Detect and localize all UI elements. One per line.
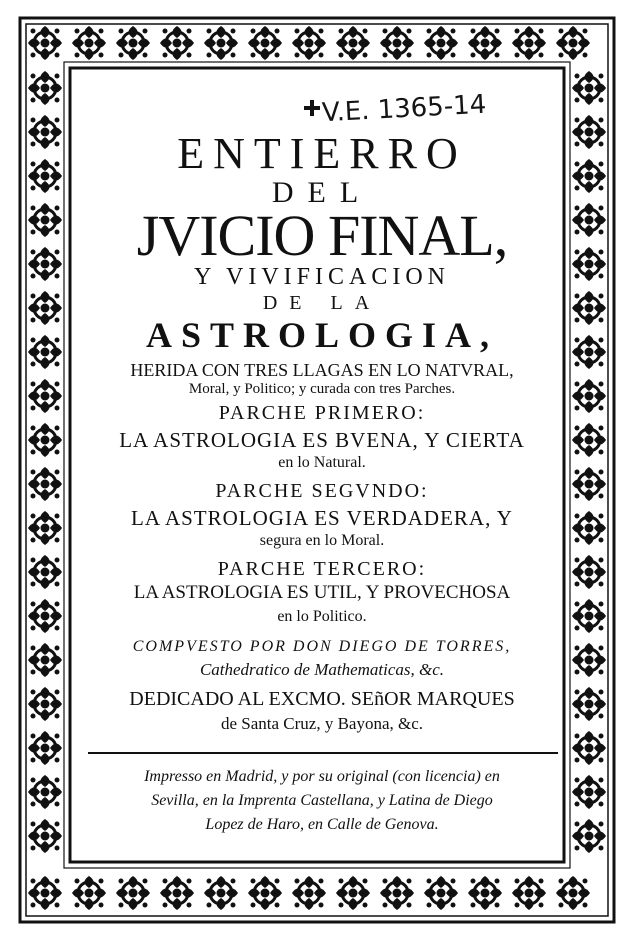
border-ornament bbox=[160, 876, 194, 910]
border-ornament bbox=[556, 26, 590, 60]
border-ornament bbox=[28, 687, 62, 721]
cross-icon bbox=[304, 100, 320, 116]
border-ornament bbox=[512, 26, 546, 60]
title-line-vivificacion: Y VIVIFICACION bbox=[194, 264, 450, 290]
parche-2-line-2: segura en lo Moral. bbox=[259, 532, 385, 549]
border-ornament bbox=[28, 876, 62, 910]
border-ornament bbox=[28, 775, 62, 809]
border-ornament bbox=[72, 26, 106, 60]
border-ornament bbox=[28, 26, 62, 60]
border-ornament bbox=[28, 71, 62, 105]
border-ornament bbox=[28, 291, 62, 325]
border-ornament bbox=[28, 643, 62, 677]
divider-rule bbox=[88, 752, 558, 754]
border-ornament bbox=[28, 731, 62, 765]
border-ornament bbox=[28, 159, 62, 193]
border-ornament bbox=[28, 247, 62, 281]
border-ornament bbox=[204, 876, 238, 910]
parche-1-line-2: en lo Natural. bbox=[278, 454, 366, 471]
border-ornament bbox=[572, 291, 606, 325]
imprint-line-2: Sevilla, en la Imprenta Castellana, y Latina de Diego bbox=[151, 792, 493, 809]
border-ornament bbox=[572, 731, 606, 765]
parche-1-heading: PARCHE PRIMERO: bbox=[218, 402, 426, 424]
border-ornament bbox=[292, 26, 326, 60]
title-line-del: DEL bbox=[271, 176, 373, 209]
border-ornament bbox=[572, 247, 606, 281]
border-ornament bbox=[28, 819, 62, 853]
parche-3-line-2: en lo Politico. bbox=[277, 608, 367, 625]
border-ornament bbox=[424, 26, 458, 60]
parche-1-line-1: LA ASTROLOGIA ES BVENA, Y CIERTA bbox=[119, 428, 525, 452]
border-ornament bbox=[336, 26, 370, 60]
imprint-line-3: Lopez de Haro, en Calle de Genova. bbox=[205, 816, 439, 833]
border-ornament bbox=[28, 335, 62, 369]
border-ornament bbox=[28, 599, 62, 633]
border-ornament bbox=[28, 467, 62, 501]
border-ornament bbox=[336, 876, 370, 910]
border-ornament bbox=[204, 26, 238, 60]
parche-3-line-1: LA ASTROLOGIA ES UTIL, Y PROVECHOSA bbox=[133, 582, 511, 603]
title-line-astrologia: ASTROLOGIA, bbox=[145, 315, 499, 355]
subtitle-line-2: Moral, y Politico; y curada con tres Parches. bbox=[188, 381, 456, 397]
author-line-2: Cathedratico de Mathematicas, &c. bbox=[199, 660, 445, 679]
parche-2-heading: PARCHE SEGVNDO: bbox=[215, 480, 429, 502]
border-ornament bbox=[572, 71, 606, 105]
border-ornament bbox=[556, 876, 590, 910]
border-ornament bbox=[572, 115, 606, 149]
border-ornament bbox=[572, 467, 606, 501]
subtitle-line-1: HERIDA CON TRES LLAGAS EN LO NATVRAL, bbox=[130, 360, 514, 380]
title-page-text bbox=[78, 76, 566, 854]
border-ornament bbox=[28, 423, 62, 457]
border-ornament bbox=[28, 555, 62, 589]
border-ornament bbox=[572, 159, 606, 193]
title-line-de-la: DE LA bbox=[262, 292, 382, 314]
border-ornament bbox=[468, 876, 502, 910]
call-number: V.E. 1365-14 bbox=[321, 89, 487, 129]
border-ornament bbox=[28, 203, 62, 237]
border-ornament bbox=[28, 115, 62, 149]
border-ornament bbox=[28, 511, 62, 545]
border-ornament bbox=[572, 775, 606, 809]
border-ornament bbox=[116, 26, 150, 60]
dedication-line-2: de Santa Cruz, y Bayona, &c. bbox=[220, 714, 424, 733]
border-ornament bbox=[72, 876, 106, 910]
imprint-line-1: Impresso en Madrid, y por su original (con licencia) en bbox=[144, 768, 500, 785]
border-ornament bbox=[572, 599, 606, 633]
border-ornament bbox=[572, 819, 606, 853]
border-ornament bbox=[572, 335, 606, 369]
border-ornament bbox=[512, 876, 546, 910]
border-ornament bbox=[116, 876, 150, 910]
border-ornament bbox=[572, 511, 606, 545]
border-ornament bbox=[28, 379, 62, 413]
border-ornament bbox=[572, 203, 606, 237]
border-ornament bbox=[248, 26, 282, 60]
border-ornament bbox=[572, 379, 606, 413]
border-ornament bbox=[572, 555, 606, 589]
dedication-line-1: DEDICADO AL EXCMO. SEñOR MARQUES bbox=[129, 688, 515, 710]
border-ornament bbox=[468, 26, 502, 60]
border-ornament bbox=[572, 643, 606, 677]
border-ornament bbox=[380, 26, 414, 60]
border-ornament bbox=[292, 876, 326, 910]
author-line-1: COMPVESTO POR DON DIEGO DE TORRES, bbox=[132, 638, 512, 655]
border-ornament bbox=[572, 687, 606, 721]
border-ornament bbox=[248, 876, 282, 910]
title-line-juicio-final: JVICIO FINAL, bbox=[136, 203, 508, 268]
parche-2-line-1: LA ASTROLOGIA ES VERDADERA, Y bbox=[131, 506, 513, 530]
border-ornament bbox=[160, 26, 194, 60]
border-ornament bbox=[424, 876, 458, 910]
border-ornament bbox=[572, 423, 606, 457]
parche-3-heading: PARCHE TERCERO: bbox=[217, 558, 427, 580]
title-line-entierro: ENTIERRO bbox=[177, 129, 467, 178]
border-ornament bbox=[380, 876, 414, 910]
